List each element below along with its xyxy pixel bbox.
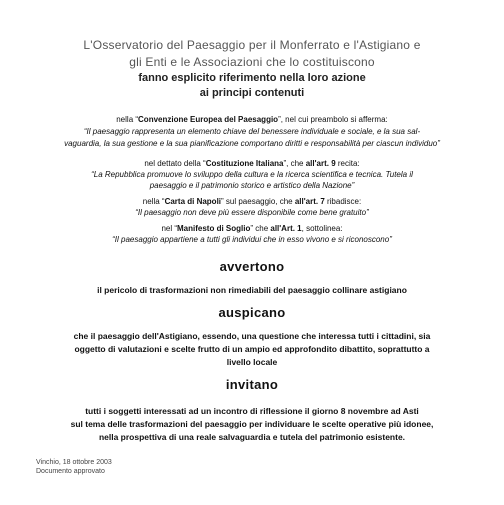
reference-suffix: ” che	[250, 224, 271, 233]
reference-prefix: nel “	[161, 224, 178, 233]
reference-prefix: nella “	[142, 197, 165, 206]
quote-line: “La Repubblica promuove lo sviluppo della cultura e la ricerca scientifica e tecnica. Tutela il	[91, 170, 413, 179]
section-text-auspicano: che il paesaggio dell'Astigiano, essendo, una questione che interessa tutti i cittadini, sia	[73, 331, 431, 341]
reference-article: all'art. 7	[294, 197, 325, 206]
reference-name: Costituzione Italiana	[205, 159, 284, 168]
intro-line-2: gli Enti e le Associazioni che lo costituiscono	[129, 55, 375, 69]
reference-prefix: nel dettato della “	[144, 159, 206, 168]
section-text-auspicano: livello locale	[226, 357, 278, 367]
intro-line-3: fanno esplicito riferimento nella loro azione	[138, 72, 366, 84]
section-text-invitano: nella prospettiva di una reale salvaguardia e tutela del patrimonio esistente.	[98, 432, 406, 442]
reference-name: Carta di Napoli	[164, 197, 222, 206]
section-heading-avvertono: avvertono	[219, 259, 285, 274]
intro-line-4: ai principi contenuti	[199, 87, 305, 99]
section-text-invitano: tutti i soggetti interessati ad un incontro di riflessione il giorno 8 novembre ad Asti	[85, 406, 419, 416]
section-text-invitano: sul tema delle trasformazioni del paesaggio per individuare le scelte operative più idonee,	[70, 419, 434, 429]
quote-line: “Il paesaggio non deve più essere disponibile come bene gratuito”	[135, 208, 369, 217]
section-heading-invitano: invitano	[225, 377, 279, 392]
reference-suffix: ”, nel cui preambolo si afferma:	[278, 115, 388, 124]
reference-suffix-2: ribadisce:	[324, 197, 362, 206]
reference-manifesto-soglio	[0, 224, 504, 233]
reference-name: Convenzione Europea del Paesaggio	[138, 115, 279, 124]
reference-suffix-2: , sottolinea:	[301, 224, 343, 233]
reference-suffix-2: recita:	[335, 159, 360, 168]
reference-name: Manifesto di Soglio	[177, 224, 251, 233]
reference-carta-napoli	[0, 197, 504, 206]
quote-line: “Il paesaggio rappresenta un elemento chiave del benessere individuale e sociale, e la sua sal-	[83, 127, 421, 136]
section-text-auspicano: oggetto di valutazioni e scelte frutto di un ampio ed approfondito dibattito, soprattutto a	[74, 344, 430, 354]
footer-status: Documento approvato	[36, 468, 105, 475]
section-heading-auspicano: auspicano	[218, 305, 286, 320]
quote-line: vaguardia, la sua gestione e la sua pianificazione comportano diritti e responsabilità per ciascun individuo”	[64, 139, 440, 148]
reference-article: all'art. 9	[305, 159, 336, 168]
quote-line: paesaggio e il patrimonio storico e artistico della Nazione”	[149, 181, 355, 190]
reference-suffix: ”, che	[283, 159, 306, 168]
reference-suffix: ” sul paesaggio, che	[221, 197, 295, 206]
intro-line-1: L'Osservatorio del Paesaggio per il Monferrato e l'Astigiano e	[83, 38, 421, 52]
reference-article: all'Art. 1	[270, 224, 302, 233]
reference-convenzione	[0, 115, 504, 124]
section-text-avvertono: il pericolo di trasformazioni non rimediabili del paesaggio collinare astigiano	[97, 285, 407, 295]
footer-place-date: Vinchio, 18 ottobre 2003	[36, 459, 112, 466]
reference-prefix: nella “	[116, 115, 139, 124]
quote-line: “Il paesaggio appartiene a tutti gli individui che in esso vivono e si riconoscono”	[112, 235, 392, 244]
reference-costituzione	[0, 159, 504, 168]
